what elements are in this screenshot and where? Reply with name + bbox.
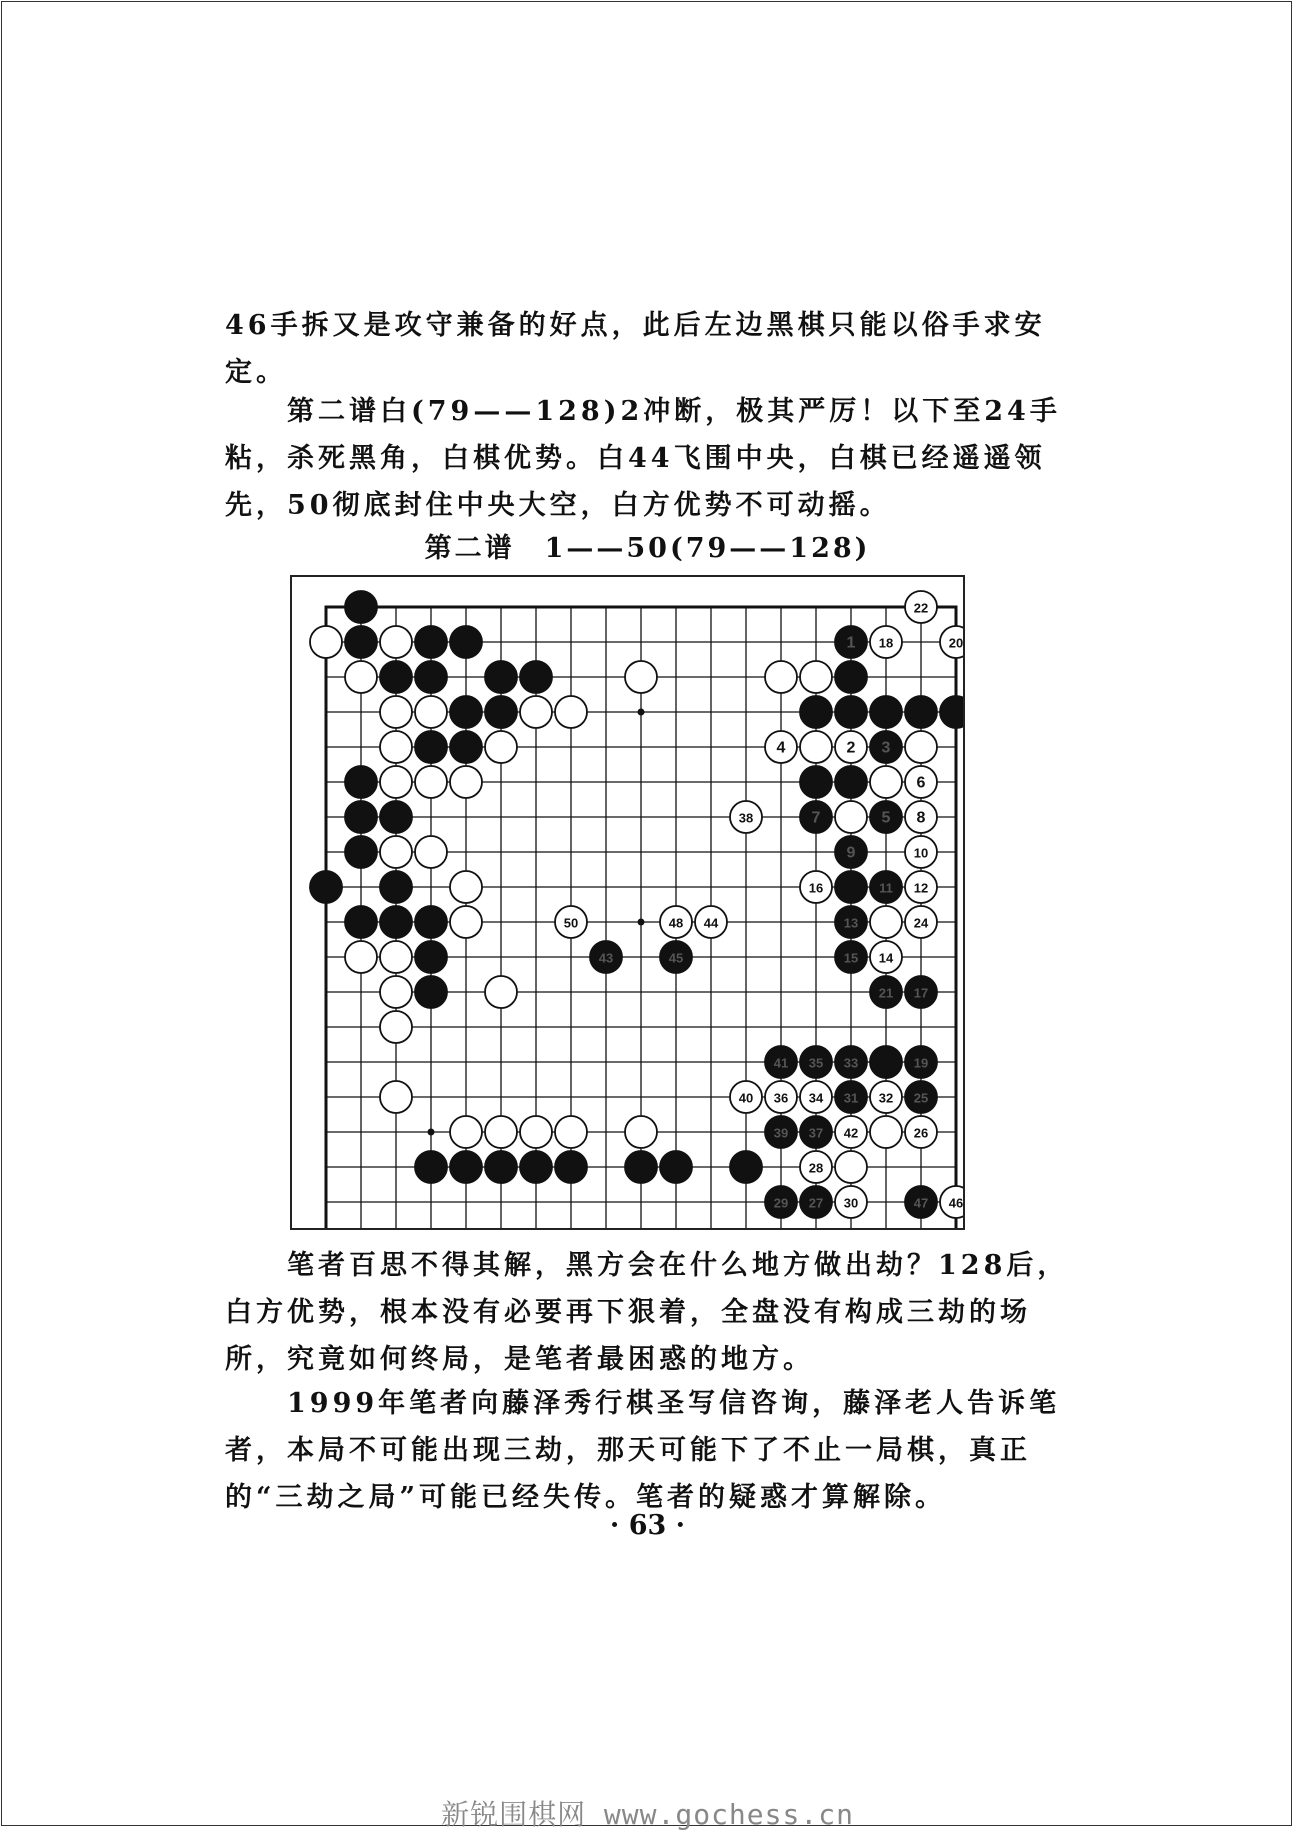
paragraph-2: 第二谱白(79——128)2冲断，极其严厉！以下至24手粘，杀死黑角，白棋优势。白44飞围中央，白棋已经遥遥领先，50彻底封住中央大空，白方优势不可动摇。 [225, 396, 1061, 521]
move-number: 38 [738, 810, 754, 826]
black-stone [520, 1151, 552, 1183]
black-stone [415, 661, 447, 693]
move-number: 18 [878, 635, 894, 651]
white-stone [800, 731, 832, 763]
black-stone [415, 1151, 447, 1183]
white-stone [380, 1011, 412, 1043]
move-number: 37 [808, 1125, 824, 1141]
move-number: 34 [808, 1090, 824, 1106]
black-stone [450, 1151, 482, 1183]
white-stone [450, 871, 482, 903]
move-number: 11 [879, 880, 893, 896]
white-stone [905, 731, 937, 763]
move-number: 5 [881, 809, 891, 827]
white-stone [380, 976, 412, 1008]
white-stone [520, 696, 552, 728]
black-stone [520, 661, 552, 693]
black-stone [835, 661, 867, 693]
move-number: 25 [913, 1090, 929, 1106]
black-stone [870, 1046, 902, 1078]
white-stone [485, 976, 517, 1008]
black-stone [660, 1151, 692, 1183]
go-board [292, 577, 963, 1228]
star-point [638, 709, 645, 716]
black-stone [380, 906, 412, 938]
black-stone [345, 906, 377, 938]
white-stone [870, 1116, 902, 1148]
paragraph-3: 笔者百思不得其解，黑方会在什么地方做出劫？128后，白方优势，根本没有必要再下狠着，全盘没有构成三劫的场所，究竟如何终局，是笔者最困惑的地方。 [225, 1250, 1069, 1375]
move-number: 33 [843, 1055, 859, 1071]
black-stone [485, 1151, 517, 1183]
white-stone [380, 626, 412, 658]
white-stone [450, 766, 482, 798]
white-stone [555, 696, 587, 728]
star-point [428, 1129, 435, 1136]
black-stone [345, 591, 377, 623]
white-stone [415, 696, 447, 728]
black-stone [345, 766, 377, 798]
white-stone [415, 836, 447, 868]
move-number: 12 [913, 880, 929, 896]
white-stone [345, 941, 377, 973]
move-number: 45 [668, 950, 684, 966]
black-stone [555, 1151, 587, 1183]
white-stone [835, 801, 867, 833]
move-number: 15 [843, 950, 859, 966]
white-stone [345, 661, 377, 693]
move-number: 8 [916, 809, 926, 827]
footer-watermark: 新锐围棋网 www.gochess.cn [441, 1798, 854, 1831]
white-stone [835, 1151, 867, 1183]
move-number: 47 [913, 1195, 929, 1211]
black-stone [380, 661, 412, 693]
move-number: 2 [846, 739, 856, 757]
black-stone [345, 626, 377, 658]
black-stone [415, 941, 447, 973]
move-number: 10 [913, 845, 929, 861]
white-stone [870, 766, 902, 798]
move-number: 17 [913, 985, 929, 1001]
white-stone [380, 731, 412, 763]
move-number: 44 [703, 915, 719, 931]
black-stone [835, 696, 867, 728]
move-number: 7 [811, 809, 821, 827]
move-number: 1 [846, 634, 856, 652]
black-stone [800, 766, 832, 798]
paragraph-1: 46手拆又是攻守兼备的好点，此后左边黑棋只能以俗手求安定。 [225, 310, 1046, 388]
black-stone [450, 731, 482, 763]
white-stone [485, 731, 517, 763]
move-number: 30 [843, 1195, 859, 1211]
move-number: 16 [808, 880, 824, 896]
white-stone [450, 1116, 482, 1148]
black-stone [835, 766, 867, 798]
move-number: 19 [913, 1055, 929, 1071]
move-number: 31 [843, 1090, 859, 1106]
black-stone [345, 801, 377, 833]
black-stone [730, 1151, 762, 1183]
move-number: 21 [878, 985, 894, 1001]
white-stone [800, 661, 832, 693]
page-number: · 63 · [609, 1510, 686, 1541]
white-stone [625, 1116, 657, 1148]
move-number: 41 [773, 1055, 789, 1071]
move-number: 24 [913, 915, 929, 931]
white-stone [485, 1116, 517, 1148]
black-stone [415, 626, 447, 658]
move-number: 6 [916, 774, 926, 792]
move-number: 32 [878, 1090, 894, 1106]
white-stone [555, 1116, 587, 1148]
star-point [638, 919, 645, 926]
move-number: 40 [738, 1090, 754, 1106]
white-stone [380, 696, 412, 728]
black-stone [905, 696, 937, 728]
move-number: 20 [948, 635, 963, 651]
move-number: 14 [878, 950, 894, 966]
black-stone [450, 626, 482, 658]
black-stone [380, 801, 412, 833]
black-stone [940, 696, 963, 728]
white-stone [310, 626, 342, 658]
black-stone [800, 696, 832, 728]
white-stone [870, 906, 902, 938]
move-number: 29 [773, 1195, 789, 1211]
black-stone [870, 696, 902, 728]
black-stone [450, 696, 482, 728]
move-number: 27 [808, 1195, 824, 1211]
move-number: 48 [668, 915, 684, 931]
move-number: 4 [776, 739, 786, 757]
diagram-caption: 第二谱 1——50(79——128) [424, 533, 871, 564]
white-stone [625, 661, 657, 693]
go-board-diagram [290, 575, 965, 1230]
move-number: 36 [773, 1090, 789, 1106]
move-number: 39 [773, 1125, 789, 1141]
move-number: 50 [563, 915, 579, 931]
white-stone [380, 1081, 412, 1113]
move-number: 9 [846, 844, 856, 862]
white-stone [380, 766, 412, 798]
white-stone [380, 941, 412, 973]
black-stone [485, 661, 517, 693]
white-stone [450, 906, 482, 938]
move-number: 28 [808, 1160, 824, 1176]
black-stone [310, 871, 342, 903]
move-number: 26 [913, 1125, 929, 1141]
black-stone [380, 871, 412, 903]
paragraph-4: 1999年笔者向藤泽秀行棋圣写信咨询，藤泽老人告诉笔者，本局不可能出现三劫，那天可能下了不止一局棋，真正的“三劫之局”可能已经失传。笔者的疑惑才算解除。 [225, 1388, 1061, 1513]
black-stone [415, 906, 447, 938]
black-stone [345, 836, 377, 868]
move-number: 13 [843, 915, 859, 931]
black-stone [485, 696, 517, 728]
black-stone [415, 976, 447, 1008]
white-stone [765, 661, 797, 693]
white-stone [380, 836, 412, 868]
move-number: 46 [948, 1195, 963, 1211]
black-stone [835, 871, 867, 903]
move-number: 22 [913, 600, 929, 616]
black-stone [625, 1151, 657, 1183]
move-number: 43 [598, 950, 614, 966]
move-number: 42 [843, 1125, 859, 1141]
white-stone [520, 1116, 552, 1148]
move-number: 35 [808, 1055, 824, 1071]
move-number: 3 [881, 739, 891, 757]
black-stone [415, 731, 447, 763]
white-stone [415, 766, 447, 798]
